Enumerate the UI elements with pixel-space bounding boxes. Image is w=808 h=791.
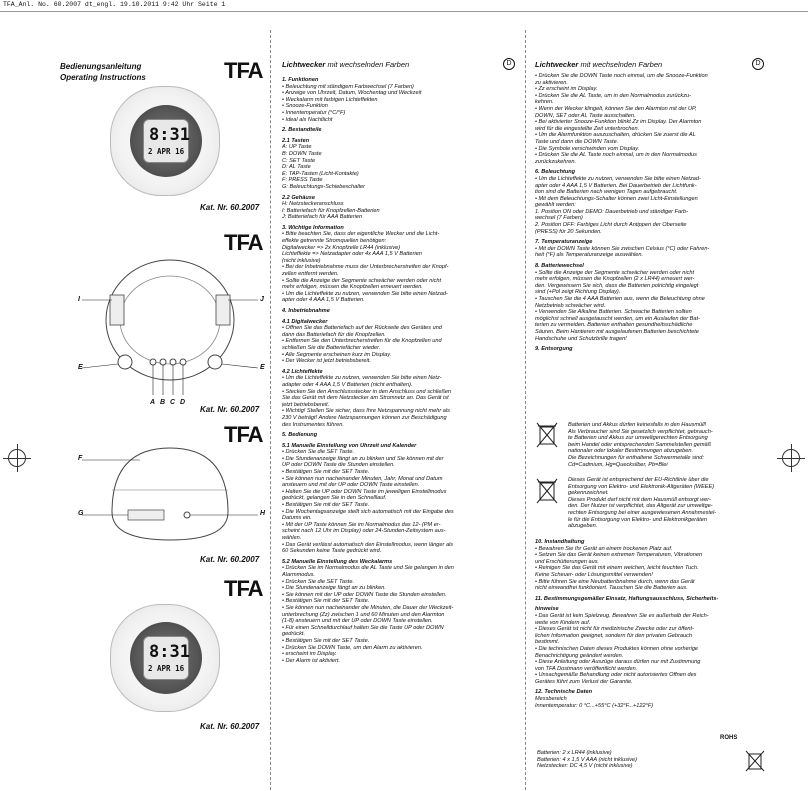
language-badge-mid: D: [503, 58, 515, 70]
label-G: G: [78, 510, 84, 517]
right-text-column: [535, 73, 767, 353]
text-line: Benachrichtigung geändert werden.: [535, 652, 624, 659]
catalog-number-1: Kat. Nr. 60.2007: [200, 203, 260, 212]
text-line: tion sind die Batterien nach wenigen Tagen aufgebraucht.: [535, 189, 678, 196]
text-line: • Setzen Sie das Gerät keinen extremen Temperaturen, Vibrationen: [535, 552, 703, 559]
text-line: G: Beleuchtungs-Schiebeschalter: [282, 183, 366, 190]
text-line: • Halten Sie die UP oder DOWN Taste im jeweiligen Einstellmodus: [282, 488, 447, 495]
text-line: Lichteffekte => Netzadapter oder 4x AAA 1,5 V Batterien: [282, 251, 422, 258]
text-line: Digitalwecker => 2x Knopfzelle LR44 (inklusive): [282, 244, 401, 251]
mid-header-title: Lichtwecker: [282, 60, 326, 69]
text-line: Als Verbraucher sind Sie gesetzlich verpflichtet, gebrauch-: [568, 428, 713, 435]
text-line: • Anzeige von Uhrzeit, Datum, Wochentag und Weckzeit: [282, 90, 422, 97]
text-line: lichen Information geeignet, sondern für den privaten Gebrauch: [535, 632, 693, 639]
text-line: 230 V beträgt! Andere Netzspannungen können zur Beschädigung: [282, 414, 447, 421]
text-line: den. Vergewissern Sie sich, dass die Batterien polrichtig eingelegt: [535, 282, 699, 289]
section-heading: 2. Bestandteile: [282, 127, 322, 134]
text-line: Innentemperatur: 0 °C...+55°C (+32°F...+122°F): [535, 702, 654, 709]
clock-image-front-2: [110, 604, 220, 712]
text-line: (nicht inklusive): [282, 257, 321, 264]
text-line: • Sie können nun nacheinander Minuten, Jahr, Monat und Datum: [282, 475, 443, 482]
right-header-title: Lichtwecker: [535, 60, 579, 69]
text-line: • Bei aktivierter Snooze-Funktion blinkt Zz im Display. Der Alarmton: [535, 119, 702, 126]
section-heading: 2.2 Gehäuse: [282, 194, 315, 201]
text-line: von TFA Dostmann veröffentlicht werden.: [535, 665, 638, 672]
section-heading: 1. Funktionen: [282, 77, 319, 83]
text-line: • Bestätigen Sie mit der SET Taste.: [282, 502, 370, 509]
text-line: • Entfernen Sie den Unterbrecherstreifen für die Knopfzellen und: [282, 338, 442, 345]
label-H: H: [260, 510, 266, 517]
text-line: weite von Kindern auf.: [535, 619, 591, 626]
text-line: Batterien und Akkus dürfen keinesfalls in den Hausmüll!: [568, 422, 707, 428]
label-E-left: E: [78, 364, 83, 371]
right-header: [535, 60, 662, 69]
rohs-bin-icon: [745, 750, 765, 772]
text-line: • Drücken Sie DOWN Taste, um den Alarm zu aktivieren.: [282, 644, 423, 651]
text-line: B: DOWN Taste: [282, 150, 322, 157]
text-line: nicht einwandfrei funktioniert. Tauschen Sie die Batterien aus.: [535, 585, 688, 592]
tfa-logo-4: TFA: [224, 576, 263, 601]
text-line: ansteuern und mit der UP oder DOWN Taste einstellen.: [282, 482, 420, 489]
section-heading: 2.1 Tasten: [282, 137, 310, 144]
mid-text-column: [282, 73, 518, 664]
text-line: • Drücken Sie die AL Taste, um in den Normalmodus zurückzu-: [535, 92, 691, 99]
text-line: • Zz erscheint im Display.: [535, 86, 598, 93]
text-line: • Alle Segmente erscheinen kurz im Display.: [282, 351, 392, 358]
section-heading: 6. Beleuchtung: [535, 169, 576, 176]
text-line: • Bitte führen Sie eine Neubatteribnahme durch, wenn das Gerät: [535, 578, 695, 585]
text-line: C: SET Taste: [282, 157, 316, 164]
text-line: • Reinigen Sie das Gerät mit einem weichen, leicht feuchten Tuch.: [535, 565, 699, 572]
text-line: • Snooze-Funktion: [282, 103, 328, 110]
text-line: nationaler oder lokaler Bestimmungen abzugeben.: [568, 448, 694, 455]
label-I: I: [78, 296, 80, 303]
text-line: • Um die Lichteffekte zu nutzen, verwenden Sie bitte einen Netzad-: [282, 290, 448, 297]
text-line: Entsorgung von Elektro- und Elektronik-Altgeräten (WEEE): [568, 483, 715, 490]
text-line: scheint nach 12 Uhr im Display) oder 24-Stunden-Zeitsystem aus-: [282, 528, 446, 535]
text-line: • Ideal als Nachtlicht: [282, 116, 333, 123]
text-line: • Bestätigen Sie mit der SET Taste.: [282, 469, 370, 476]
text-line: • Wenn der Wecker klingelt, können Sie den Alarmton mit der UP,: [535, 105, 697, 112]
text-line: J: Batteriefach für AAA Batterien: [282, 214, 363, 221]
section-heading: 4. Inbetriebnahme: [282, 308, 330, 314]
text-line: und Erschütterungen aus.: [535, 558, 600, 565]
text-line: gekennzeichnet.: [568, 490, 609, 497]
title-en: Operating Instructions: [60, 73, 146, 82]
text-line: D: AL Taste: [282, 164, 311, 171]
text-line: gedrückt.: [282, 631, 306, 638]
text-line: A: UP Taste: [282, 144, 312, 151]
label-J: J: [260, 296, 264, 303]
text-line: heit (°F) als Temperaturanzeige auswählen.: [535, 252, 644, 259]
text-line: (PRESS) für 20 Sekunden.: [535, 228, 602, 235]
text-line: • Sollte die Anzeige der Segmente schwächer werden oder nicht: [535, 269, 695, 276]
text-line: des Instrumentes führen.: [282, 421, 344, 428]
lcd-date: 2 APR 16: [148, 147, 185, 156]
section-heading: 9. Entsorgung: [535, 346, 573, 353]
text-line: • Der Alarm ist aktiviert.: [282, 657, 341, 664]
text-line: • Öffnen Sie das Batteriefach auf der Rückseite des Gerätes und: [282, 325, 442, 332]
label-E-right: E: [260, 364, 265, 371]
text-line: unterbrechung (Zz) zwischen 1 und 60 Minuten und den Alarmton: [282, 611, 445, 618]
text-line: • Um die Lichteffekte zu nutzen, verwenden Sie bitte einen Netz-: [282, 375, 442, 382]
text-line: • Innentemperatur (°C/°F): [282, 109, 346, 116]
text-line: • Um die Lichteffekte zu nutzen, verwenden Sie bitte einen Netzad-: [535, 175, 701, 182]
text-line: Dieses Gerät ist entsprechend der EU-Richtlinie über die: [568, 477, 709, 483]
registration-mark-left: [8, 449, 26, 467]
catalog-number-2: Kat. Nr. 60.2007: [200, 405, 260, 414]
text-line: • Sie können mit der UP oder DOWN Taste die Stunden einstellen.: [282, 591, 447, 598]
rohs-mark: ROHS: [720, 735, 738, 741]
spec-lines: [537, 750, 737, 770]
text-line: • Die Symbole verschwinden vom Display.: [535, 145, 640, 152]
text-line: • Drücken Sie die DOWN Taste noch einmal, um die Snooze-Funktion: [535, 73, 708, 79]
text-line: E: TAP-Tasten (Licht-Kontakte): [282, 170, 359, 177]
text-line: • Drücken Sie die SET Taste.: [282, 449, 355, 456]
text-line: Netzbetrieb schwächer wird.: [535, 302, 606, 309]
lcd-date-2: 2 APR 16: [148, 664, 185, 673]
text-line: • Bestätigen Sie mit der SET Taste.: [282, 598, 370, 605]
text-line: te Batterien und Akkus zur umweltgerechten Entsorgung: [568, 435, 708, 442]
text-line: 60 Sekunden keine Taste gedrückt wird.: [282, 548, 382, 555]
text-line: Säuren. Beim Hantieren mit ausgelaufenen Batterien beschichtete: [535, 328, 699, 335]
section-heading: hinweise: [535, 606, 559, 613]
text-line: beim Handel oder entsprechenden Sammelstellen gemäß: [568, 441, 712, 448]
diagram-back-view: [70, 240, 270, 410]
text-line: • Diese Anleitung oder Auszüge daraus dürfen nur mit Zustimmung: [535, 659, 701, 666]
text-line: • Drücken Sie die SET Taste.: [282, 578, 355, 585]
text-line: terien zu vermeiden. Batterien enthalten gesundheitsschädliche: [535, 322, 693, 329]
weee-device-text: [568, 477, 768, 530]
text-line: Sie das Gerät mit dem Netzstecker am Stromnetz an. Das Gerät ist: [282, 395, 449, 402]
text-line: • Dieses Gerät ist nicht für medizinische Zwecke oder zur öffent-: [535, 626, 694, 633]
section-heading: 12. Technische Daten: [535, 689, 592, 696]
text-line: rechten Entsorgung bei einer ausgewiesenen Annahmestel-: [568, 509, 717, 516]
text-line: • Unsachgemäße Behandlung oder nicht autorisiertes Öffnen des: [535, 672, 697, 679]
text-line: Keine Scheuer- oder Lösungsmittel verwenden!: [535, 571, 653, 578]
text-line: • Sie können nun nacheinander die Minuten, die Dauer der Weckzeit-: [282, 604, 454, 611]
text-line: • Mit der UP Taste können Sie im Normalmodus das 12- (PM er-: [282, 521, 441, 528]
fold-line-1: [270, 30, 271, 790]
mid-header: [282, 60, 409, 69]
text-line: • Bei der Inbetriebnahme muss der Unterbrecherstreifen der Knopf-: [282, 264, 449, 271]
text-line: F: PRESS Taste: [282, 177, 323, 184]
text-line: den. Der Nutzer ist verpflichtet, das Altgerät zur umweltge-: [568, 503, 713, 510]
diagram-side-view: [70, 440, 270, 550]
text-line: sind (+Pol zeigt Richtung Display).: [535, 289, 621, 296]
text-line: • Um die Alarmfunktion auszuschalten, drücken Sie zuerst die AL: [535, 132, 696, 139]
weee-bin-icon: [536, 478, 558, 504]
text-line: H: Netzsteckeranschluss: [282, 201, 344, 208]
text-line: • Wichtig! Stellen Sie sicher, dass Ihre Netzspannung nicht mehr als: [282, 408, 450, 415]
text-line: • Der Wecker ist jetzt betriebsbereit.: [282, 358, 371, 365]
right-text-column-2: [535, 535, 767, 709]
clock-image-front: [110, 86, 220, 196]
text-line: • Die Wochentagsanzeige stellt sich automatisch mit der Eingabe des: [282, 508, 454, 515]
text-line: Handschuhe und Schutzbrille tragen!: [535, 335, 627, 342]
section-heading: 10. Instandhaltung: [535, 539, 585, 545]
text-line: wird für die eingestellte Zeit unterbrochen.: [535, 125, 640, 132]
text-line: • Für einen Schnelldurchlauf halten Sie die Taste UP oder DOWN: [282, 624, 444, 631]
lcd-time-2: 8:31: [149, 642, 190, 662]
weee-battery-text: [568, 422, 768, 468]
text-line: adapter oder 4 AAA 1,5 V Batterien (nicht enthalten).: [282, 381, 413, 388]
text-line: Gerätes führt zum Verlust der Garantie.: [535, 678, 633, 685]
text-line: effekte getrennte Stromquellen benötigen:: [282, 238, 387, 245]
text-line: • Verwenden Sie Alkaline Batterien. Schwache Batterien sollten: [535, 309, 692, 316]
text-line: Datums ein.: [282, 515, 312, 522]
print-header: TFA_Anl. No. 60.2007 dt_engl. 19.10.2011 9:42 Uhr Seite 1: [3, 1, 226, 8]
section-heading: 7. Temperaturanzeige: [535, 239, 593, 246]
language-badge-right: D: [752, 58, 764, 70]
text-line: • Drücken Sie im Normalmodus die AL Taste und Sie gelangen in den: [282, 565, 454, 572]
text-line: Taste und dann die DOWN Taste.: [535, 138, 619, 145]
text-line: möglichst schnell ausgetauscht werden, um ein Auslaufen der Bat-: [535, 315, 700, 322]
text-line: zellen entfernt werden.: [282, 271, 339, 278]
text-line: Batterien: 4 x 1,5 V AAA (nicht inklusive): [537, 756, 638, 763]
text-line: • Beleuchtung mit ständigem Farbwechsel (7 Farben): [282, 83, 414, 90]
text-line: I: Batteriefach für Knopfzellen-Batterien: [282, 207, 380, 214]
title-de: Bedienungsanleitung: [60, 62, 142, 71]
text-line: schließen Sie die Batteriefächer wieder.: [282, 344, 381, 351]
section-heading: 5.1 Manuelle Einstellung von Uhrzeit und Kalender: [282, 442, 417, 449]
text-line: Alarmmodus.: [282, 571, 315, 578]
text-line: wechsel (7 Farben): [535, 215, 583, 222]
section-heading: 5. Bedienung: [282, 432, 318, 439]
text-line: • Das Gerät verlässt automatisch den Einstellmodus, wenn länger als: [282, 541, 454, 548]
label-A: A: [150, 399, 156, 406]
section-heading: 5.2 Manuelle Einstellung des Weckalarms: [282, 558, 393, 565]
header-rule: [0, 11, 808, 12]
registration-mark-right: [782, 449, 800, 467]
battery-bin-icon: [536, 422, 558, 448]
section-heading: 4.1 Digitalwecker: [282, 318, 328, 325]
text-line: mehr erfolgen, müssen die Knopfzellen (2 x LR44) erneuert wer-: [535, 276, 695, 283]
lcd-display: [143, 119, 189, 163]
text-line: • erscheint im Display.: [282, 651, 337, 658]
text-line: • Bestätigen Sie mit der SET Taste.: [282, 637, 370, 644]
catalog-number-4: Kat. Nr. 60.2007: [200, 722, 260, 731]
text-line: mehr erfolgen, müssen die Knopfzellen erneuert werden.: [282, 284, 423, 291]
text-line: gewählt werden:: [535, 202, 576, 209]
tfa-logo-1: TFA: [224, 58, 263, 83]
text-line: apter oder 4 AAA 1,5 V Batterien.: [282, 297, 365, 304]
section-heading: 8. Batteriewechsel: [535, 263, 584, 270]
text-line: • Mit dem Beleuchtungs-Schalter können zwei Licht-Einstellungen: [535, 195, 698, 202]
text-line: (1-8) ansteuern und mit der UP oder DOWN Taste einstellen.: [282, 618, 433, 625]
text-line: • Stecken Sie den Anschlussstecker in den Anschluss und schließen: [282, 388, 452, 395]
label-F: F: [78, 455, 83, 462]
text-line: jetzt betriebsbereit.: [282, 401, 330, 408]
text-line: wählen.: [282, 535, 302, 541]
text-line: DOWN, SET oder AL Taste ausschalten.: [535, 112, 636, 119]
text-line: Die Bezeichnungen für enthaltene Schwermetalle sind:: [568, 454, 704, 461]
section-heading: 4.2 Lichteffekte: [282, 368, 323, 375]
text-line: dann das Batteriefach für die Knopfzellen.: [282, 331, 386, 338]
text-line: • Tauschen Sie die 4 AAA Batterien aus, wenn die Beleuchtung ohne: [535, 296, 705, 302]
text-line: 1. Position ON oder DEMO: Dauerbetrieb und ständiger Farb-: [535, 208, 688, 215]
text-line: • Bewahren Sie Ihr Gerät an einem trockenen Platz auf.: [535, 545, 673, 552]
catalog-number-3: Kat. Nr. 60.2007: [200, 555, 260, 564]
text-line: Cd=Cadmium, Hg=Quecksilber, Pb=Blei: [568, 461, 668, 468]
text-line: le für die Entsorgung von Elektro- und Elektronikgeräten: [568, 516, 707, 523]
tfa-logo-3: TFA: [224, 422, 263, 447]
mid-header-sub: mit wechselnden Farben: [327, 60, 410, 69]
text-line: bestimmt.: [535, 639, 560, 646]
text-line: • Bitte beachten Sie, dass der eigentliche Wecker und die Licht-: [282, 231, 440, 238]
text-line: kehren.: [535, 99, 554, 106]
text-line: • Die Stundenanzeige fängt an zu blinken und Sie können mit der: [282, 455, 444, 462]
lcd-display-2: [143, 636, 189, 680]
text-line: abzugeben.: [568, 523, 598, 530]
label-C: C: [170, 399, 176, 406]
text-line: • Weckalarm mit farbigen Lichteffekten: [282, 96, 378, 103]
text-line: • Die technischen Daten dieses Produktes können ohne vorherige: [535, 645, 699, 652]
text-line: • Mit der DOWN Taste können Sie zwischen Celsius (°C) oder Fahren-: [535, 245, 710, 252]
text-line: apter oder 4 AAA 1,5 V Batterien. Bei Dauerbetrieb der Lichtfunk-: [535, 182, 697, 189]
lcd-time: 8:31: [149, 125, 190, 145]
label-B: B: [160, 399, 166, 406]
text-line: 2. Position OFF: Farbiges Licht durch Antippen der Oberseite: [535, 222, 687, 229]
clock-ring-2: [130, 622, 202, 694]
text-line: • Die Stundenanzeige fängt an zu blinken.: [282, 585, 386, 592]
text-line: • Drücken Sie die AL Taste noch einmal, um in den Normalmodus: [535, 152, 697, 159]
text-line: Batterien: 2 x LR44 (inklusive): [537, 750, 612, 756]
text-line: • Das Gerät ist kein Spielzeug. Bewahren Sie es außerhalb der Reich-: [535, 612, 709, 619]
text-line: Netzstecker: DC 4,5 V (nicht inklusive): [537, 763, 633, 770]
clock-ring: [130, 105, 202, 177]
label-D: D: [180, 399, 186, 406]
text-line: gedrückt, gelangen Sie in den Schnelllauf.: [282, 495, 387, 502]
section-heading: 11. Bestimmungsgemäßer Einsatz, Haftungsausschluss, Sicherheits-: [535, 595, 719, 602]
text-line: zurückzukehren.: [535, 158, 577, 165]
text-line: Messbereich: [535, 696, 567, 703]
text-line: • Sollte die Anzeige der Segmente schwächer werden oder nicht: [282, 277, 442, 284]
text-line: Dieses Produkt darf nicht mit dem Hausmüll entsorgt wer-: [568, 496, 711, 503]
right-header-sub: mit wechselnden Farben: [580, 60, 663, 69]
fold-line-2: [525, 30, 526, 790]
tfa-logo-2: TFA: [224, 230, 263, 255]
section-heading: 3. Wichtige Information: [282, 224, 344, 231]
text-line: zu aktivieren.: [535, 79, 568, 86]
text-line: UP oder DOWN Taste die Stunden einstellen.: [282, 462, 395, 469]
